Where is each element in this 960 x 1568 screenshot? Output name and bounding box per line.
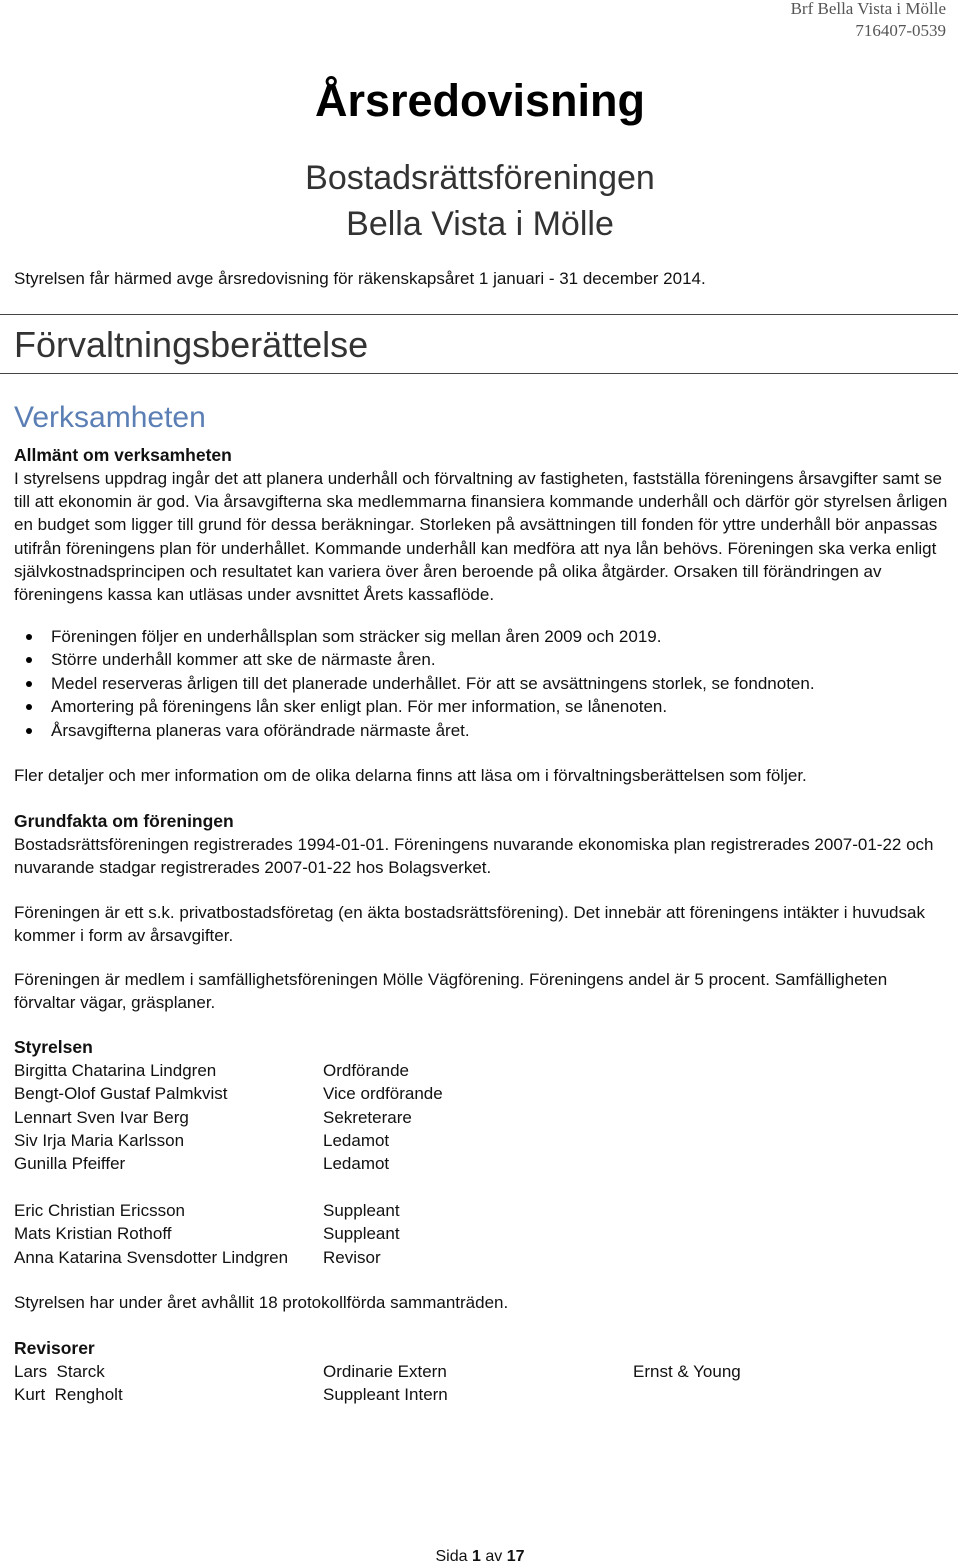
header-org-line: Brf Bella Vista i Mölle [790,0,946,18]
bullet-icon [26,634,32,640]
auditors-heading: Revisorer [14,1338,95,1358]
list-item: Årsavgifterna planeras vara oförändrade närmaste året. [14,719,815,742]
table-row [14,1246,949,1269]
basic-facts-heading: Grundfakta om föreningen [14,811,234,831]
auditor-name: Kurt Rengholt [14,1385,123,1405]
member-role: Sekreterare [323,1107,412,1127]
table-row [14,1129,949,1152]
page-total: 17 [506,1548,525,1565]
header-org-number: 716407-0539 [855,21,946,40]
member-name: Anna Katarina Svensdotter Lindgren [14,1247,289,1267]
details-note: Fler detaljer och mer information om de olika delarna finns att läsa om i förvaltningsberättelsen som följer. [14,766,807,785]
member-name: Bengt-Olof Gustaf Palmkvist [14,1084,228,1104]
member-role: Ledamot [323,1154,390,1174]
auditor-firm: Ernst & Young [633,1362,741,1381]
auditors-list [14,1360,949,1407]
bullet-icon [26,681,32,687]
organization-name: Bella Vista i Mölle [346,205,614,243]
list-item: Amortering på föreningens lån sker enligt plan. För mer information, se lånenoten. [14,695,815,718]
table-row [14,1199,949,1222]
member-name: Eric Christian Ericsson [14,1201,185,1220]
document-title: Årsredovisning [314,75,646,126]
bullet-icon [26,728,32,734]
table-row [14,1059,949,1082]
page-separator: av [485,1548,503,1565]
member-role: Revisor [323,1247,381,1267]
member-role: Suppleant [323,1201,400,1220]
page-number: 1 [471,1548,481,1565]
list-item: Större underhåll kommer att ske de närmaste åren. [14,648,815,671]
table-row [14,1082,949,1105]
basic-facts-paragraph-1: Bostadsrättsföreningen registrerades 1994-01-01. Föreningens nuvarande ekonomiska plan registrerades 2007-01-22 och nuvarande stadgar registrerades 2007-01-22 hos Bolagsverket. [14,835,934,878]
basic-facts-paragraph-2: Föreningen är ett s.k. privatbostadsföretag (en äkta bostadsrättsförening). Det innebär att föreningens intäkter i huvudsak kommer i form av årsavgifter. [14,903,925,946]
board-others-list [14,1199,949,1269]
member-role: Vice ordförande [323,1084,443,1104]
bullet-icon [26,657,32,663]
board-members-list [14,1059,949,1175]
section-rule-bottom [0,373,958,374]
list-item: Föreningen följer en underhållsplan som sträcker sig mellan åren 2009 och 2019. [14,625,815,648]
member-name: Siv Irja Maria Karlsson [14,1130,185,1150]
member-role: Ledamot [323,1130,390,1150]
table-row [14,1383,949,1406]
member-name: Mats Kristian Rothoff [14,1224,172,1244]
table-row [14,1152,949,1175]
subsection-heading: Verksamheten [14,401,206,434]
member-name: Gunilla Pfeiffer [14,1154,126,1174]
table-row [14,1360,949,1383]
table-row [14,1106,949,1129]
general-body: I styrelsens uppdrag ingår det att planera underhåll och förvaltning av fastigheten, fastställa föreningens årsavgifter samt se till att ekonomin är god. Via årsavgifterna ska medlemmarna finansiera kommande underhåll och därför gör styrelsen årligen en budget som ligger till grund för dessa beräkningar. Storleken på avsättningen till fonden för yttre underhåll bör anpassas utifrån föreningens plan för underhållet. Kommande underhåll kan medföra att nya lån behövs. Föreningen ska verka enligt självkostnadsprincipen och resultatet kan variera över åren beroende på olika åtgärder. Orsaken till förändringen av föreningens kassa kan utläsas under avsnittet Årets kassaflöde. [14,469,948,605]
auditor-role: Suppleant Intern [323,1385,448,1405]
section-rule-top [0,314,958,315]
bullet-icon [26,704,32,710]
general-heading: Allmänt om verksamheten [14,445,232,465]
section-heading: Förvaltningsberättelse [14,324,369,365]
meetings-note: Styrelsen har under året avhållit 18 protokollförda sammanträden. [14,1293,509,1312]
page-footer [0,1546,960,1568]
auditor-role: Ordinarie Extern [323,1362,447,1381]
auditor-name: Lars Starck [14,1362,105,1381]
member-role: Ordförande [323,1061,409,1080]
basic-facts-paragraph-3: Föreningen är medlem i samfällighetsföreningen Mölle Vägförening. Föreningens andel är 5 procent. Samfälligheten förvaltar vägar, gräsplaner. [14,970,888,1013]
page-label: Sida [435,1548,468,1565]
list-item: Medel reserveras årligen till det planerade underhållet. För att se avsättningens storlek, se fondnoten. [14,672,815,695]
general-bullet-list [14,625,815,742]
member-role: Suppleant [323,1224,400,1244]
organization-type: Bostadsrättsföreningen [305,159,655,197]
member-name: Birgitta Chatarina Lindgren [14,1061,217,1080]
table-row [14,1222,949,1245]
member-name: Lennart Sven Ivar Berg [14,1107,189,1127]
board-heading: Styrelsen [14,1037,93,1057]
intro-text: Styrelsen får härmed avge årsredovisning för räkenskapsåret 1 januari - 31 december 2014. [14,269,706,288]
